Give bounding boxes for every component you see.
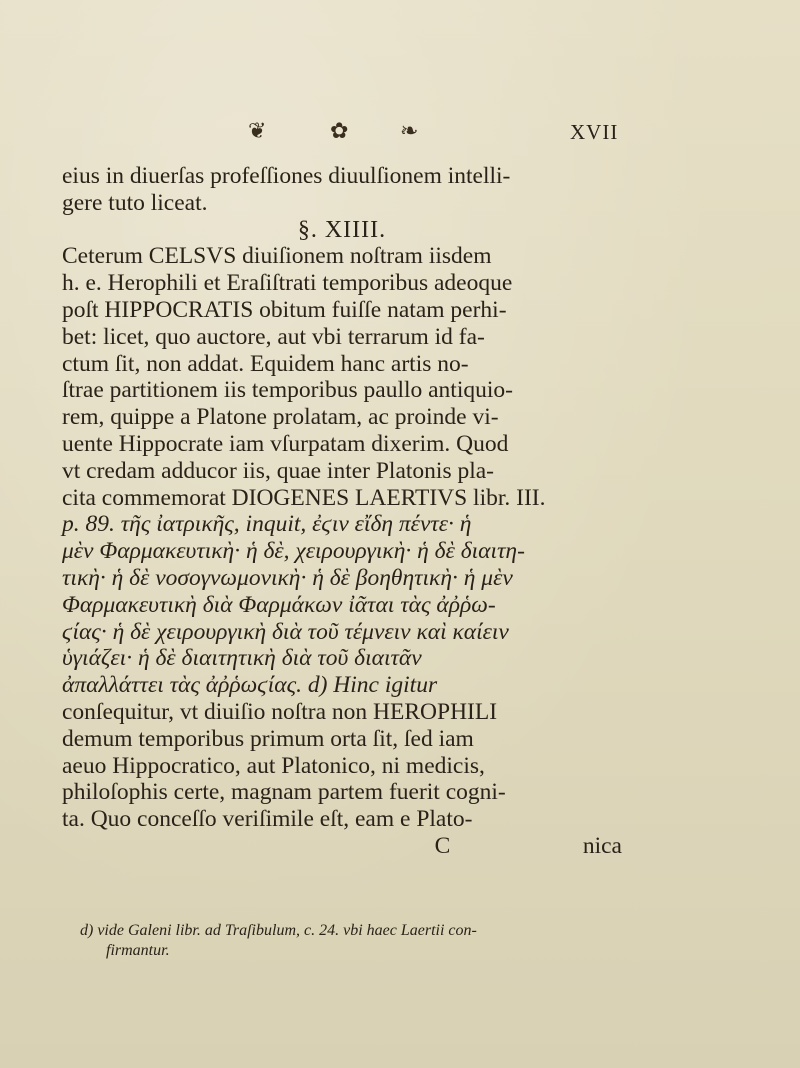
text-line: h. e. Herophili et Eraſiſtrati temporibus adeoque: [62, 270, 513, 297]
catchword: nica: [582, 832, 622, 859]
footnote-line: d) vide Galeni libr. ad Traſibulum, c. 24. vbi haec Laertii con-: [80, 922, 477, 939]
text-line: conſequitur, vt diuiſio noſtra non HEROPHILI: [62, 698, 498, 725]
text-line: poſt HIPPOCRATIS obitum fuiſſe natam perhi-: [62, 296, 507, 323]
page-header: [0, 112, 800, 152]
text-line: vt credam adducor iis, quae inter Platonis pla-: [62, 457, 495, 484]
ornament-middle: ✿: [330, 118, 351, 143]
text-line: aeuo Hippocratico, aut Platonico, ni medicis,: [62, 752, 485, 779]
footnote: [80, 921, 640, 961]
text-line: eius in diuerſas profeſſiones diuulſionem intelli-: [62, 163, 511, 189]
ornament-right: ❧: [400, 118, 421, 143]
text-line: ſtrae partitionem iis temporibus paullo antiquio-: [62, 377, 513, 404]
text-line: demum temporibus primum orta ſit, ſed iam: [62, 725, 474, 752]
text-line: philoſophis certe, magnam partem fuerit cogni-: [62, 779, 506, 806]
greek-line: ϛίας· ἡ δὲ χειρουργικὴ διὰ τοῦ τέμνειν καὶ καίειν: [62, 618, 509, 645]
greek-line: ἀπαλλάττει τὰς ἀῤῥωϛίας. d) Hinc igitur: [62, 672, 438, 699]
page-number: XVII: [570, 120, 619, 144]
text-line: bet: licet, quo auctore, aut vbi terrarum id fa-: [62, 323, 485, 350]
greek-line: Φαρμακευτικὴ διὰ Φαρμάκων ἰᾶται τὰς ἀῤῥω-: [62, 591, 496, 618]
greek-line: τικὴ· ἡ δὲ νοσογνωμονικὴ· ἡ δὲ βοηθητικὴ· ἡ μὲν: [62, 564, 513, 591]
text-line: uente Hippocrate iam vſurpatam dixerim. Quod: [62, 430, 509, 457]
body-text: [62, 163, 622, 860]
text-line: gere tuto liceat.: [62, 189, 208, 216]
text-line: ta. Quo conceſſo veriſimile eſt, eam e Plato-: [62, 806, 473, 833]
greek-line: p. 89. τῆς ἰατρικῆς, inquit, ἐϛιν εἴδη πέντε· ἡ: [62, 511, 472, 538]
text-line: ctum ſit, non addat. Equidem hanc artis no-: [62, 350, 469, 377]
text-line: cita commemorat DIOGENES LAERTIVS libr. III.: [62, 484, 546, 511]
catchline: [62, 833, 622, 860]
footnote-line: firmantur.: [106, 942, 170, 959]
ornament-left: ❦: [248, 118, 269, 143]
signature-mark: C: [434, 832, 451, 859]
greek-line: μὲν Φαρμακευτικὴ· ἡ δὲ, χειρουργικὴ· ἡ δὲ διαιτη-: [62, 538, 525, 565]
text-line: Ceterum CELSVS diuiſionem noſtram iisdem: [62, 243, 492, 270]
section-heading: §. XIIII.: [297, 216, 387, 243]
greek-line: ὑγιάζει· ἡ δὲ διαιτητικὴ διὰ τοῦ διαιτᾶν: [62, 645, 422, 672]
text-line: rem, quippe a Platone prolatam, ac proinde vi-: [62, 404, 499, 431]
